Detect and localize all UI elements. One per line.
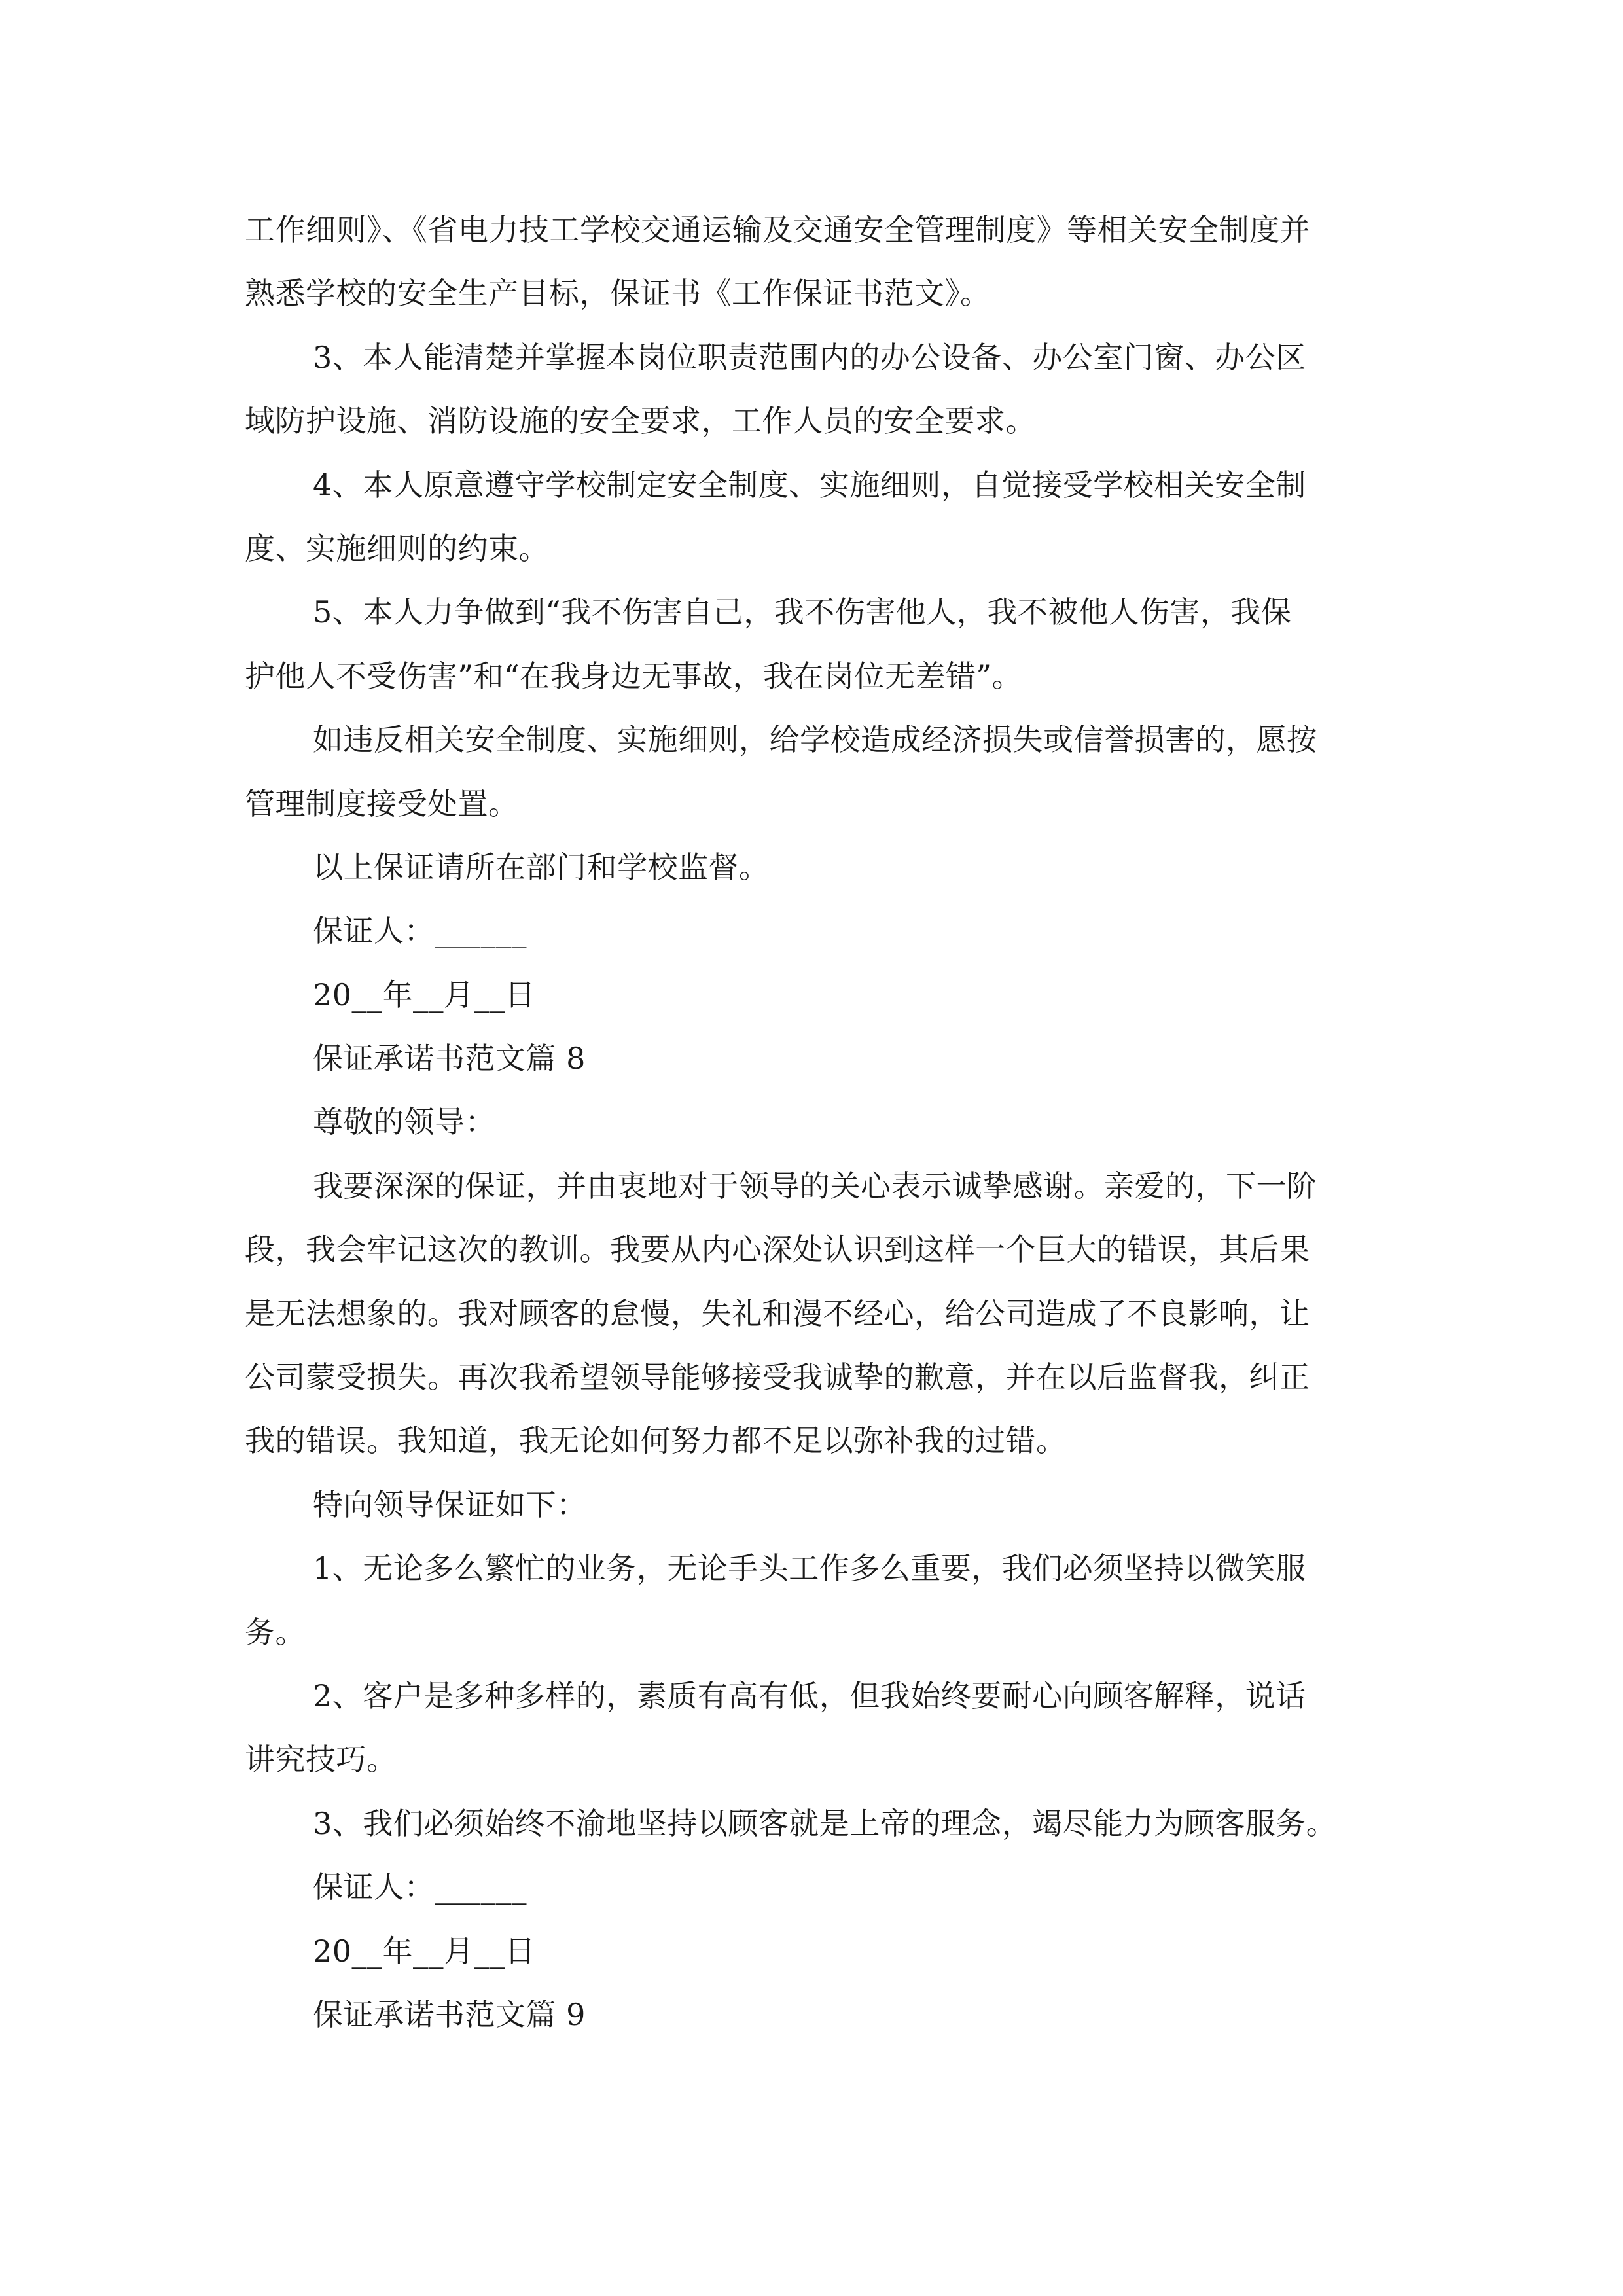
document-body [245, 198, 1381, 2047]
text-line: 段，我会牢记这次的教训。我要从内心深处认识到这样一个巨大的错误，其后果 [245, 1232, 1310, 1268]
text-line: 工作细则》、《省电力技工学校交通运输及交通安全管理制度》等相关安全制度并 [245, 212, 1310, 247]
text-line: 我要深深的保证，并由衷地对于领导的关心表示诚挚感谢。亲爱的，下一阶 [313, 1168, 1317, 1204]
section-heading: 保证承诺书范文篇 8 [313, 1041, 586, 1077]
text-line: 是无法想象的。我对顾客的怠慢，失礼和漫不经心，给公司造成了不良影响，让 [245, 1295, 1310, 1331]
text-line: 以上保证请所在部门和学校监督。 [313, 849, 770, 885]
text-line: 3、我们必须始终不渝地坚持以顾客就是上帝的理念，竭尽能力为顾客服务。 [313, 1805, 1337, 1841]
text-line: 2、客户是多种多样的，素质有高有低，但我始终要耐心向顾客解释，说话 [313, 1677, 1306, 1713]
salutation: 尊敬的领导： [313, 1104, 495, 1140]
text-line: 度、实施细则的约束。 [245, 530, 549, 566]
date-line: 20__年__月__日 [313, 977, 536, 1013]
text-line: 护他人不受伤害”和“在我身边无事故，我在岗位无差错”。 [245, 658, 1023, 694]
text-line: 我的错误。我知道，我无论如何努力都不足以弥补我的过错。 [245, 1423, 1067, 1459]
text-line: 5、本人力争做到“我不伤害自己，我不伤害他人，我不被他人伤害，我保 [313, 594, 1292, 630]
text-line: 务。 [245, 1614, 306, 1650]
section-heading: 保证承诺书范文篇 9 [313, 1996, 586, 2032]
text-line: 熟悉学校的安全生产目标，保证书《工作保证书范文》。 [245, 276, 991, 312]
text-line: 特向领导保证如下： [313, 1486, 587, 1522]
text-line: 管理制度接受处置。 [245, 785, 519, 821]
date-line: 20__年__月__日 [313, 1933, 536, 1969]
text-line: 3、本人能清楚并掌握本岗位职责范围内的办公设备、办公室门窗、办公区 [313, 339, 1306, 375]
signature-line: 保证人：______ [313, 913, 527, 949]
text-line: 如违反相关安全制度、实施细则，给学校造成经济损失或信誉损害的，愿按 [313, 722, 1317, 758]
text-line: 1、无论多么繁忙的业务，无论手头工作多么重要，我们必须坚持以微笑服 [313, 1551, 1306, 1587]
text-line: 域防护设施、消防设施的安全要求，工作人员的安全要求。 [245, 403, 1036, 439]
signature-line: 保证人：______ [313, 1869, 527, 1905]
text-line: 讲究技巧。 [245, 1742, 397, 1778]
text-line: 4、本人原意遵守学校制定安全制度、实施细则，自觉接受学校相关安全制 [313, 467, 1306, 503]
text-line: 公司蒙受损失。再次我希望领导能够接受我诚挚的歉意，并在以后监督我，纠正 [245, 1359, 1310, 1395]
